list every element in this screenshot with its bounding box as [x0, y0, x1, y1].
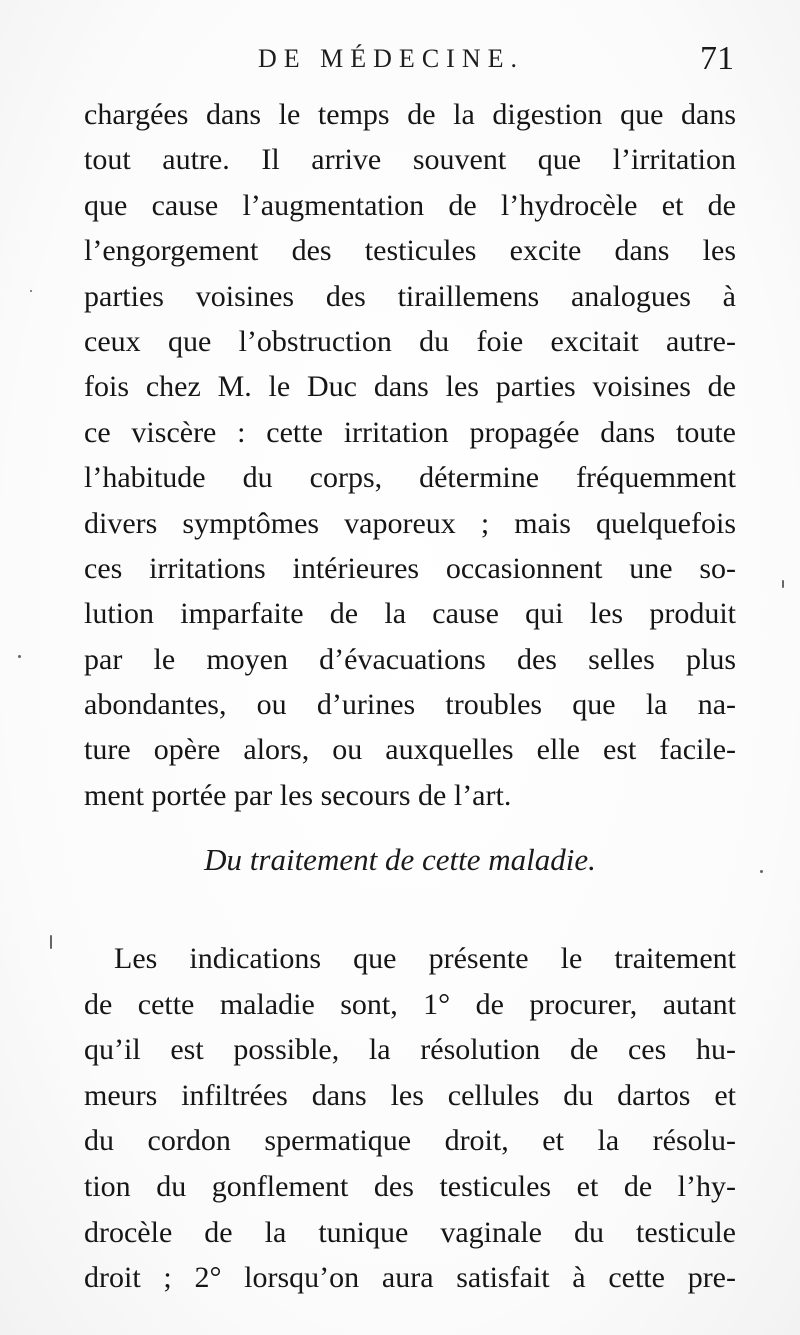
text-line: du cordon spermatique droit, et la résolu-: [84, 1124, 736, 1158]
text-line: ceux que l’obstruction du foie excitait autre-: [84, 324, 736, 358]
running-head-title: DE MÉDECINE.: [258, 44, 524, 73]
text-line: tout autre. Il arrive souvent que l’irritation: [84, 143, 736, 177]
text-line: drocèle de la tunique vaginale du testicule: [84, 1215, 736, 1249]
running-head: [0, 40, 800, 84]
text-line: de cette maladie sont, 1° de procurer, autant: [84, 987, 736, 1021]
text-line: qu’il est possible, la résolution de ces hu-: [84, 1033, 736, 1067]
print-speck: [50, 935, 52, 949]
text-line: l’engorgement des testicules excite dans les: [84, 234, 736, 268]
text-line: ces irritations intérieures occasionnent une so-: [84, 551, 736, 585]
text-line: tion du gonflement des testicules et de l’hy-: [84, 1169, 736, 1203]
print-speck: [18, 655, 21, 658]
page-number: 71: [700, 40, 734, 77]
section-heading: Du traitement de cette maladie.: [204, 842, 596, 877]
text-line: parties voisines des tiraillemens analogues à: [84, 279, 736, 313]
text-line: ce viscère : cette irritation propagée dans toute: [84, 415, 736, 449]
text-line: meurs infiltrées dans les cellules du dartos et: [84, 1078, 736, 1112]
text-line: ment portée par les secours de l’art.: [84, 778, 512, 812]
text-line: l’habitude du corps, détermine fréquemment: [84, 461, 736, 495]
text-line: droit ; 2° lorsqu’on aura satisfait à cette pre-: [84, 1261, 736, 1295]
paragraph-1: [84, 92, 736, 818]
text-line: fois chez M. le Duc dans les parties voisines de: [84, 370, 736, 404]
print-speck: [30, 290, 32, 292]
text-line: lution imparfaite de la cause qui les produit: [84, 597, 736, 631]
text-line: ture opère alors, ou auxquelles elle est facile-: [84, 733, 736, 767]
print-speck: [782, 580, 784, 588]
text-line: par le moyen d’évacuations des selles plus: [84, 642, 736, 676]
paragraph-2: [84, 936, 736, 1301]
text-line: abondantes, ou d’urines troubles que la na-: [84, 688, 736, 722]
text-line: Les indications que présente le traitement: [114, 942, 736, 975]
text-line: divers symptômes vaporeux ; mais quelquefois: [84, 506, 736, 540]
text-line: que cause l’augmentation de l’hydrocèle et de: [84, 188, 736, 222]
print-speck: [760, 870, 763, 873]
text-line: chargées dans le temps de la digestion que dans: [84, 98, 736, 131]
